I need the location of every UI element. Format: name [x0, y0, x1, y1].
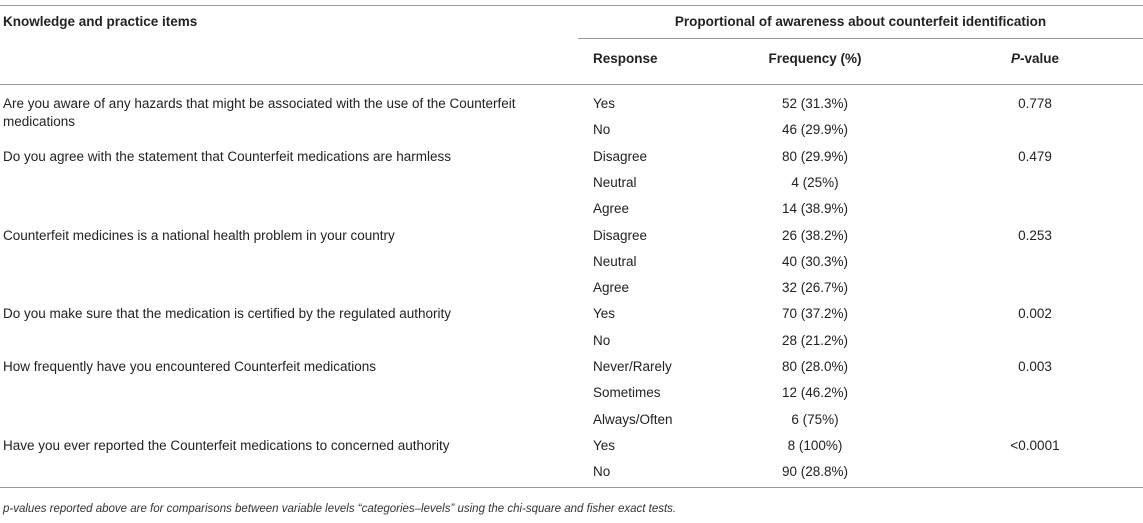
row-response: Disagree — [593, 148, 648, 164]
row-p-value: 0.003 — [1018, 359, 1052, 374]
row-response: Sometimes — [593, 385, 661, 401]
row-p-value: 0.002 — [1018, 306, 1052, 322]
row-response: Yes — [593, 306, 616, 322]
top-rule — [0, 5, 1143, 6]
header-response: Response — [593, 51, 658, 66]
header-frequency — [740, 50, 890, 68]
row-item-text: Do you agree with the statement that Counterfeit medications are harmless — [3, 148, 451, 164]
header-knowledge-items: Knowledge and practice items — [3, 14, 198, 29]
row-response: Neutral — [593, 174, 637, 190]
row-frequency: 6 (75%) — [791, 411, 839, 427]
row-frequency: 8 (100%) — [787, 437, 843, 453]
header-p-value — [960, 50, 1110, 68]
row-frequency: 14 (38.9%) — [781, 201, 849, 217]
group-rule — [578, 38, 1143, 39]
row-p-value: 0.253 — [1018, 227, 1052, 243]
row-response: Disagree — [593, 227, 648, 243]
header-p-rest: -value — [1019, 51, 1060, 66]
row-frequency: 40 (30.3%) — [781, 253, 849, 269]
header-group-awareness: Proportional of awareness about counterfeit identification — [674, 14, 1047, 29]
row-item-text: Are you aware of any hazards that might be associated with the use of the Counterfeit medications — [3, 96, 516, 129]
row-response: Agree — [593, 280, 630, 296]
row-response: No — [593, 122, 611, 138]
row-p-value: 0.479 — [1018, 148, 1052, 164]
row-response: No — [593, 332, 611, 348]
row-frequency: 26 (38.2%) — [781, 227, 849, 243]
row-frequency: 80 (28.0%) — [781, 359, 849, 374]
row-response: Neutral — [593, 253, 637, 269]
row-response: No — [593, 464, 611, 480]
row-frequency: 90 (28.8%) — [781, 464, 849, 480]
row-item-text: Do you make sure that the medication is certified by the regulated authority — [3, 306, 451, 322]
row-p-value: <0.0001 — [1010, 437, 1060, 453]
row-response: Always/Often — [593, 411, 673, 427]
header-frequency-label: Frequency (%) — [768, 51, 862, 66]
table-footnote: p-values reported above are for comparisons between variable levels “categories–levels” using the chi-square and fisher exact tests. — [3, 503, 677, 515]
header-p-italic: P — [1010, 51, 1020, 66]
row-frequency: 52 (31.3%) — [781, 96, 849, 111]
row-p-value: 0.778 — [1018, 96, 1052, 111]
row-frequency: 46 (29.9%) — [781, 122, 849, 138]
row-response: Agree — [593, 201, 630, 217]
row-frequency: 4 (25%) — [791, 174, 839, 190]
header-rule — [0, 84, 1143, 85]
row-response: Never/Rarely — [593, 359, 672, 374]
row-frequency: 32 (26.7%) — [781, 280, 849, 296]
row-item-text: Have you ever reported the Counterfeit medications to concerned authority — [3, 437, 450, 453]
row-frequency: 80 (29.9%) — [781, 148, 849, 164]
row-response: Yes — [593, 437, 616, 453]
bottom-rule — [0, 487, 1143, 488]
row-frequency: 70 (37.2%) — [781, 306, 849, 322]
row-frequency: 12 (46.2%) — [781, 385, 849, 401]
row-item-text: Counterfeit medicines is a national health problem in your country — [3, 227, 395, 243]
row-response: Yes — [593, 96, 616, 111]
row-frequency: 28 (21.2%) — [781, 332, 849, 348]
row-item-text: How frequently have you encountered Counterfeit medications — [3, 359, 376, 374]
